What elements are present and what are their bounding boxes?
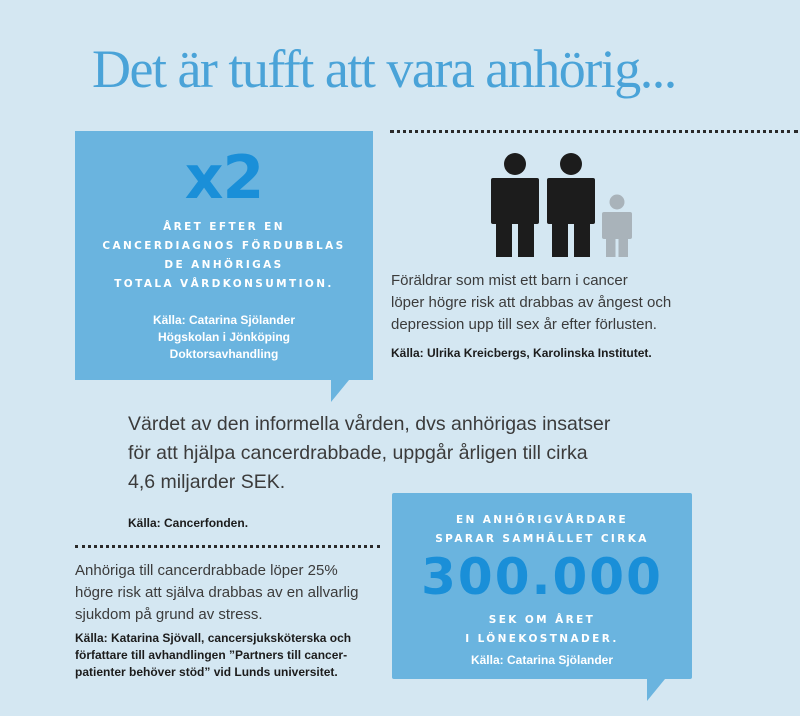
stat-caption: [75, 218, 373, 294]
family-source: Källa: Ulrika Kreicbergs, Karolinska Institutet.: [391, 346, 652, 360]
stat-bubble-savings: [392, 493, 692, 679]
stat-caption-top: [392, 511, 692, 549]
stat-number: x2: [184, 143, 264, 213]
caption-line: CANCERDIAGNOS FÖRDUBBLAS: [102, 240, 346, 252]
caption-line: SPARAR SAMHÄLLET CIRKA: [435, 533, 649, 545]
text-line: löper högre risk att drabbas av ångest och: [391, 294, 672, 311]
text-line: sjukdom på grund av stress.: [75, 606, 263, 623]
source-line: patienter behöver stöd” vid Lunds universitet.: [75, 665, 338, 679]
source-line: Doktorsavhandling: [169, 347, 279, 361]
text-line: Föräldrar som mist ett barn i cancer: [391, 272, 628, 289]
family-paragraph: [391, 270, 791, 336]
caption-line: SEK OM ÅRET: [488, 614, 596, 626]
text-line: 4,6 miljarder SEK.: [128, 471, 286, 493]
stat-bubble-doubling: [75, 131, 373, 380]
stress-source: [75, 630, 351, 681]
family-icon: [488, 153, 638, 258]
caption-line: EN ANHÖRIGVÅRDARE: [455, 514, 629, 526]
page-title: Det är tufft att vara anhörig...: [92, 39, 676, 99]
text-line: för att hjälpa cancerdrabbade, uppgår årligen till cirka: [128, 442, 588, 464]
stat-caption-bottom: [392, 611, 692, 649]
dotted-divider: [75, 545, 380, 548]
text-line: Värdet av den informella vården, dvs anhörigas insatser: [128, 413, 611, 435]
caption-line: TOTALA VÅRDKONSUMTION.: [114, 278, 334, 290]
text-line: Anhöriga till cancerdrabbade löper 25%: [75, 562, 338, 579]
source-line: Högskolan i Jönköping: [157, 330, 290, 344]
caption-line: I LÖNEKOSTNADER.: [465, 633, 619, 645]
text-line: depression upp till sex år efter förlusten.: [391, 316, 657, 333]
dotted-divider: [390, 130, 798, 133]
bubble-tail: [647, 679, 665, 701]
stat-source: Källa: Catarina Sjölander: [470, 653, 614, 667]
source-line: författare till avhandlingen ”Partners till cancer-: [75, 648, 348, 662]
text-line: högre risk att själva drabbas av en allvarlig: [75, 584, 359, 601]
bubble-tail: [331, 380, 349, 402]
caption-line: DE ANHÖRIGAS: [164, 259, 284, 271]
source-line: Källa: Catarina Sjölander: [152, 313, 296, 327]
stat-source: [75, 312, 373, 363]
value-source: Källa: Cancerfonden.: [128, 516, 249, 530]
stat-number: 300.000: [421, 548, 663, 606]
value-paragraph: [128, 410, 668, 497]
stress-paragraph: [75, 560, 385, 626]
caption-line: ÅRET EFTER EN: [163, 221, 285, 233]
source-line: Källa: Katarina Sjövall, cancersjuksköterska och: [75, 631, 352, 645]
